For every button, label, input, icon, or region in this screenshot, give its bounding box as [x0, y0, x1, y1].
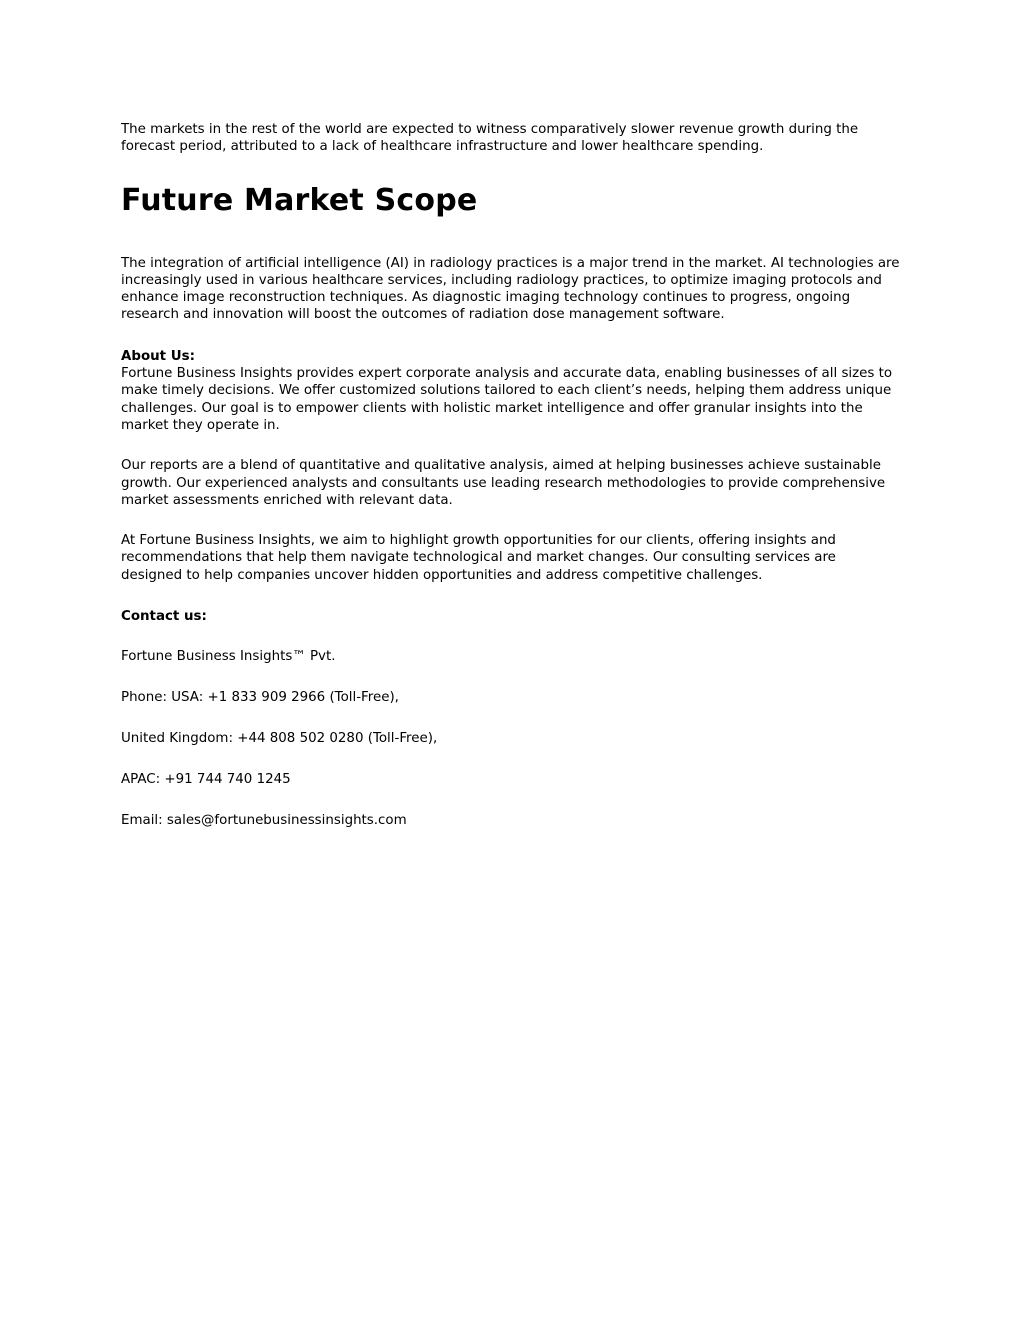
future-market-scope-paragraph: The integration of artificial intelligence (AI) in radiology practices is a major trend in the market. AI technologies are increasingly used in various healthcare services, including radiology practices, to optimize imaging protocols and enhance image reconstruction techniques. As diagnostic imaging technology continues to progress, ongoing research and innovation will boost the outcomes of radiation dose management software.	[121, 255, 900, 323]
contact-phone-usa: Phone: USA: +1 833 909 2966 (Toll-Free),	[121, 690, 399, 706]
about-us-heading: About Us:	[121, 348, 195, 364]
contact-email: Email: sales@fortunebusinessinsights.com	[121, 813, 407, 829]
contact-phone-uk: United Kingdom: +44 808 502 0280 (Toll-Free),	[121, 731, 438, 747]
intro-paragraph: The markets in the rest of the world are expected to witness comparatively slower revenue growth during the forecast period, attributed to a lack of healthcare infrastructure and lower healthcare spending.	[121, 122, 859, 155]
contact-phone-apac: APAC: +91 744 740 1245	[121, 772, 291, 788]
reports-paragraph: Our reports are a blend of quantitative and qualitative analysis, aimed at helping businesses achieve sustainable growth. Our experienced analysts and consultants use leading research methodologies to provide comprehensive market assessments enriched with relevant data.	[121, 458, 886, 508]
contact-company: Fortune Business Insights™ Pvt.	[121, 649, 336, 665]
about-us-paragraph: Fortune Business Insights provides expert corporate analysis and accurate data, enabling businesses of all sizes to make timely decisions. We offer customized solutions tailored to each client’s needs, helping them address unique challenges. Our goal is to empower clients with holistic market intelligence and offer granular insights into the market they operate in.	[121, 366, 893, 433]
document-page	[121, 121, 901, 853]
about-us-section	[121, 348, 901, 434]
section-heading-future-market-scope: Future Market Scope	[121, 182, 478, 218]
contact-us-heading: Contact us:	[121, 609, 207, 625]
mission-paragraph: At Fortune Business Insights, we aim to highlight growth opportunities for our clients, offering insights and recommendations that help them navigate technological and market changes. Our consulting services are designed to help companies uncover hidden opportunities and address competitive challenges.	[121, 533, 836, 583]
